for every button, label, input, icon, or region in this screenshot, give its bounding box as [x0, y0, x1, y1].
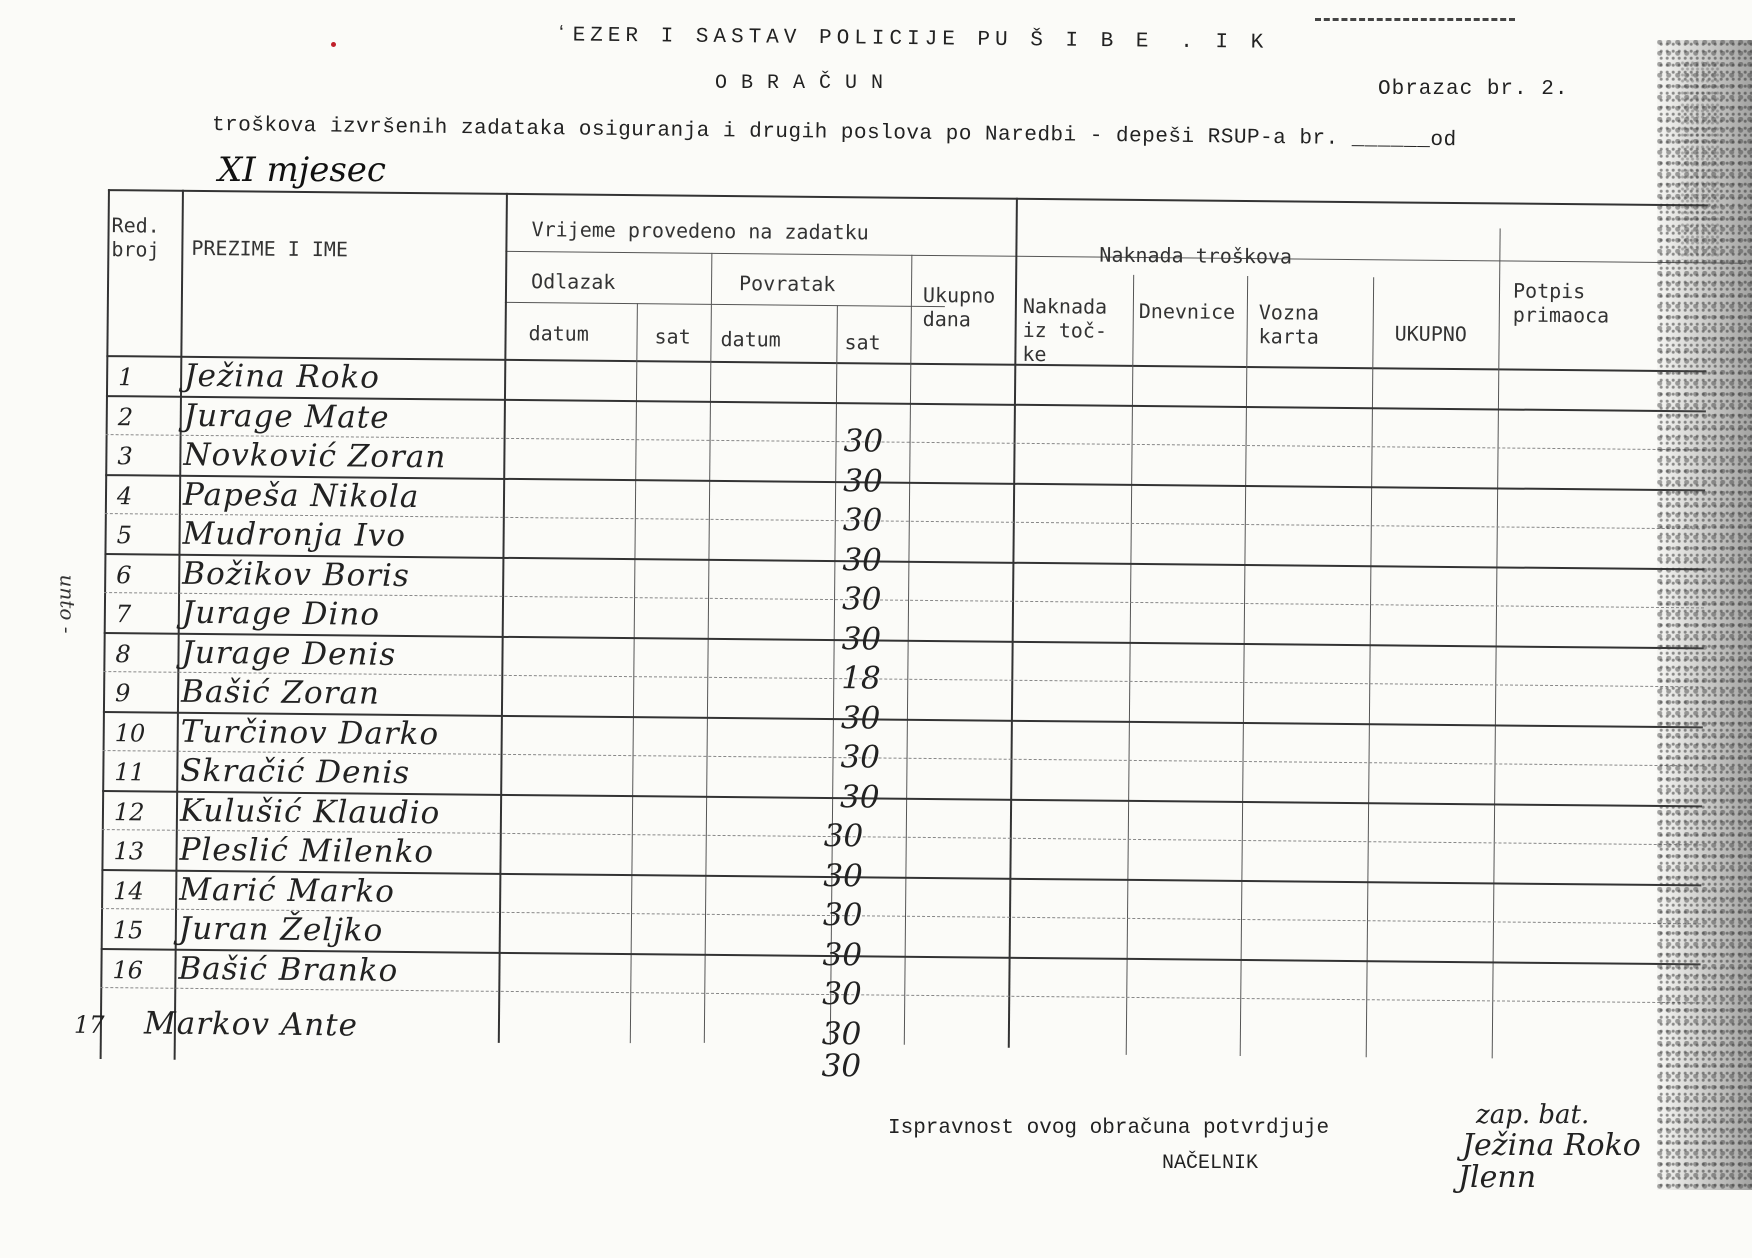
header-hour1: sat — [654, 324, 691, 349]
col-border-total — [1492, 228, 1501, 1058]
row-name: Pleslić Milenko — [179, 831, 435, 871]
row-number: 4 — [116, 481, 133, 510]
row-name: Božikov Boris — [182, 555, 411, 594]
row-number: 3 — [117, 442, 133, 471]
row-name: Turčinov Darko — [180, 713, 440, 752]
header-date2: datum — [720, 326, 781, 352]
row-name: Ježina Roko — [183, 357, 381, 396]
row-number: 6 — [116, 560, 132, 589]
row-total-days: 30 — [840, 699, 881, 737]
month-label: XI mjesec — [218, 150, 386, 190]
row-number: 7 — [115, 600, 132, 629]
col-border-allowance — [1126, 275, 1134, 1055]
row-number: 13 — [113, 837, 145, 866]
row-total-days: 30 — [843, 423, 884, 460]
row-name: Jurage Mate — [183, 397, 390, 436]
col-border-name — [498, 193, 508, 1043]
signer-name: Ježina Roko — [1462, 1128, 1641, 1163]
signer-title: zap. bat. — [1476, 1100, 1590, 1130]
header-allowance: Naknada iz toč- ke — [1022, 293, 1108, 367]
row-name: Bašić Branko — [178, 950, 399, 989]
header-costs-group: Naknada troškova — [1099, 242, 1293, 269]
row-name: Jurage Denis — [181, 634, 397, 673]
extra-total-days: 30 — [821, 1047, 862, 1084]
row-name: Mudronja Ivo — [182, 515, 407, 554]
header-no-text: Red. broj — [111, 213, 160, 262]
row-name: Jurage Dino — [181, 594, 381, 633]
row-total-days: 30 — [841, 620, 882, 658]
top-dashed-line — [1315, 18, 1515, 24]
row-total-days: 30 — [821, 1015, 862, 1053]
row-total-days: 30 — [823, 818, 864, 855]
row-number: 16 — [112, 955, 144, 984]
document-title: ʻEZER I SASTAV POLICIJE PU Š I B E . I K — [554, 24, 1269, 55]
ink-dot — [331, 42, 336, 47]
row-name: Markov Ante — [143, 1005, 359, 1044]
row-total-days: 30 — [822, 976, 862, 1013]
scan-noise-edge — [1657, 40, 1752, 1190]
row-number: 5 — [116, 521, 133, 550]
row-number: 10 — [114, 718, 146, 747]
margin-note: unto - — [55, 574, 80, 634]
header-signature: Potpis primaoca — [1512, 278, 1610, 328]
expense-table — [73, 185, 1709, 1090]
row-total-days: 30 — [842, 502, 883, 539]
col-border-date2 — [830, 305, 838, 1045]
row-total-days: 30 — [840, 739, 881, 776]
intro-text: troškova izvršenih zadataka osiguranja i drugih poslova po Naredbi - depeši RSUP-a br. ______od — [211, 114, 1457, 153]
signature: Jlenn — [1458, 1160, 1537, 1195]
header-per-diem: Dnevnice — [1138, 298, 1236, 324]
header-date1: datum — [528, 321, 589, 346]
row-number: 1 — [118, 363, 134, 392]
row-number: 12 — [113, 797, 145, 826]
col-border-hour1 — [704, 253, 713, 1043]
form-number: Obrazac br. 2. — [1378, 78, 1569, 101]
row-number: 15 — [112, 916, 144, 945]
header-time-group: Vrijeme provedeno na zadatku — [531, 217, 869, 245]
header-name: PREZIME I IME — [191, 235, 349, 262]
header-ticket: Vozna karta — [1258, 300, 1320, 349]
row-name: Papeša Nikola — [182, 476, 420, 515]
row-total-days: 30 — [823, 857, 864, 895]
row-total-days: 30 — [843, 462, 883, 500]
header-no — [111, 213, 171, 262]
row-name: Skračić Denis — [180, 752, 411, 792]
header-return: Povratak — [738, 271, 836, 297]
row-name: Juran Željko — [178, 910, 384, 949]
row-total-days: 30 — [822, 936, 863, 974]
row-number: 8 — [115, 639, 131, 668]
col-border-ticket — [1366, 277, 1374, 1057]
row-number: 17 — [73, 1010, 105, 1040]
row-total-days: 30 — [841, 581, 882, 618]
row-number: 14 — [113, 876, 144, 905]
col-border-hour2 — [904, 255, 913, 1045]
header-departure: Odlazak — [530, 269, 616, 294]
row-number: 9 — [114, 679, 131, 708]
subgroup-header-line — [505, 302, 945, 307]
row-separator — [100, 987, 1700, 1003]
row-name: Bašić Zoran — [180, 673, 381, 712]
row-name: Kulušić Klaudio — [179, 792, 441, 831]
confirmation-text: Ispravnost ovog obračuna potvrdjuje — [888, 1117, 1330, 1140]
row-total-days: 30 — [842, 541, 883, 579]
row-total-days: 30 — [822, 897, 863, 934]
header-total-days: Ukupno dana — [922, 282, 996, 332]
header-total: UKUPNO — [1394, 321, 1467, 347]
table-top-border — [108, 189, 1708, 206]
chief-label: NAČELNIK — [1162, 1152, 1259, 1175]
col-border-date1 — [630, 303, 638, 1043]
col-border-perdiem — [1240, 276, 1248, 1056]
header-hour2: sat — [844, 330, 881, 355]
row-number: 11 — [114, 758, 146, 787]
row-total-days: 30 — [839, 778, 880, 816]
document-subtitle: OBRAČUN — [715, 72, 898, 95]
row-name: Novković Zoran — [183, 436, 447, 476]
col-border-left — [100, 189, 110, 1059]
row-name: Marić Marko — [179, 871, 396, 910]
row-number: 2 — [117, 402, 134, 431]
row-total-days: 18 — [841, 660, 881, 697]
